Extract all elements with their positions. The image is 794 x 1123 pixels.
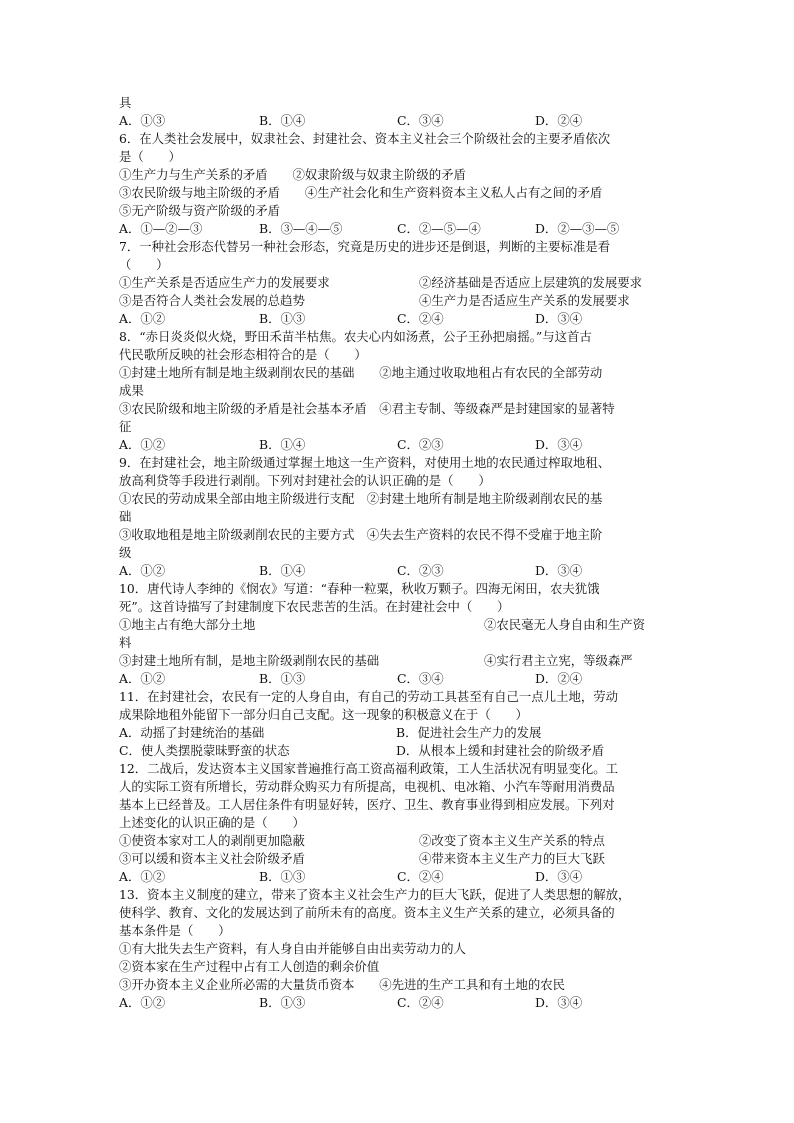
q12-option-a: A．①② [119,869,166,884]
q5-option-a: A．①③ [119,113,166,128]
q7-stem: 7．一种社会形态代替另一种社会形态，究竟是历史的进步还是倒退，判断的主要标准是看 [119,239,611,254]
q6-statement: ①生产力与生产关系的矛盾 ②奴隶阶级与奴隶主阶级的矛盾 [119,167,466,182]
q11-stem: 成果除地租外能留下一部分归自己支配。这一现象的积极意义在于（ ） [119,707,528,722]
exam-page [119,94,679,1012]
q11-option-row [119,724,679,742]
q8-option-c: C．②③ [397,437,444,452]
q11-option-a: A．动摇了封建统治的基础 [119,725,265,740]
q7-statement: ②经济基础是否适应上层建筑的发展要求 [419,275,643,290]
q11-option-d: D．从根本上缓和封建社会的阶级矛盾 [396,743,605,758]
q7-option-d: D．③④ [535,311,583,326]
q12-stem: 上述变化的认识正确的是（ ） [119,815,305,830]
q13-statement: ②资本家在生产过程中占有工人创造的剩余价值 [119,959,380,974]
q12-stem: 12．二战后，发达资本主义国家普遍推行高工资高福利政策，工人生活状况有明显变化。工 [119,761,619,776]
q9-option-d: D．③④ [535,563,583,578]
q13-stem: 使科学、教育、文化的发展达到了前所未有的高度。资本主义生产关系的建立，必须具备的 [119,905,615,920]
q7-statement: ④生产力是否适应生产关系的发展要求 [419,293,630,308]
q12-stem: 基本上已经普及。工人居住条件有明显好转，医疗、卫生、教育事业得到相应发展。下列对 [119,797,615,812]
q10-statement: ①地主占有绝大部分土地 [119,617,256,632]
q8-option-b: B．①④ [259,437,306,452]
q7-statement-row [119,292,679,310]
q10-options [119,670,679,688]
q7-options [119,310,679,328]
q10-statement: ④实行君主立宪，等级森严 [484,653,633,668]
q6-option-a: A．①—②—③ [119,221,203,236]
q13-statement: ③开办资本主义企业所必需的大量货币资本 ④先进的生产工具和有土地的农民 [119,977,566,992]
q13-statement: ①有大批失去生产资料，有人身自由并能够自由出卖劳动力的人 [119,941,466,956]
q12-statement: ②改变了资本主义生产关系的特点 [419,833,605,848]
q5-options [119,112,679,130]
q12-option-d: D．③④ [535,869,583,884]
q12-stem: 人的实际工资有所增长，劳动群众购买力有所提高，电视机、电冰箱、小汽车等耐用消费品 [119,779,615,794]
q13-stem: 基本条件是（ ） [119,923,231,938]
q7-option-a: A．①② [119,311,166,326]
q8-statement: ③农民阶级和地主阶级的矛盾是社会基本矛盾 ④君主专制、等级森严是封建国家的显著特 [119,401,615,416]
q10-option-a: A．①② [119,671,166,686]
q10-statement: 料 [119,635,132,650]
q10-statement-row [119,652,679,670]
q9-option-c: C．②③ [397,563,444,578]
q13-option-d: D．③④ [535,995,583,1010]
q8-stem: 代民歌所反映的社会形态相符合的是（ ） [119,347,367,362]
q7-option-c: C．②④ [397,311,444,326]
q10-statement-row [119,616,679,634]
q8-stem: 8．“赤日炎炎似火烧，野田禾苗半枯焦。农夫心内如汤煮，公子王孙把扇摇。”与这首古 [119,329,592,344]
q7-statement: ③是否符合人类社会发展的总趋势 [119,293,305,308]
q12-statement: ④带来资本主义生产力的巨大飞跃 [419,851,605,866]
q9-option-a: A．①② [119,563,166,578]
q9-option-b: B．①④ [259,563,306,578]
q9-statement: 级 [119,545,132,560]
q10-statement: ③封建土地所有制，是地主阶级剥削农民的基础 [119,653,380,668]
q8-statement: 征 [119,419,132,434]
q10-option-d: D．②④ [535,671,583,686]
q6-option-d: D．②—③—⑤ [535,221,620,236]
q12-option-b: B．①③ [259,869,306,884]
q5-option-c: C．③④ [397,113,444,128]
q10-option-b: B．①③ [259,671,306,686]
q5-option-b: B．①④ [259,113,306,128]
q13-option-a: A．①② [119,995,166,1010]
q13-options [119,994,679,1012]
q11-stem: 11．在封建社会，农民有一定的人身自由，有自己的劳动工具甚至有自己一点儿土地，劳动 [119,689,619,704]
q6-statement: ⑤无产阶级与资产阶级的矛盾 [119,203,281,218]
q13-option-b: B．①③ [259,995,306,1010]
q9-options [119,562,679,580]
q12-statement-row [119,832,679,850]
q12-options [119,868,679,886]
q6-options [119,220,679,238]
q10-stem: 10．唐代诗人李绅的《悯农》写道：“春种一粒粟，秋收万颗子。四海无闲田，农夫犹饿 [119,581,600,596]
q11-option-b: B．促进社会生产力的发展 [396,725,542,740]
q9-stem: 9．在封建社会，地主阶级通过掌握土地这一生产资料，对使用土地的农民通过榨取地租、 [119,455,611,470]
q13-option-c: C．②④ [397,995,444,1010]
q11-option-row [119,742,679,760]
q11-option-c: C．使人类摆脱蒙昧野蛮的状态 [119,743,290,758]
q12-statement: ③可以缓和资本主义社会阶级矛盾 [119,851,305,866]
q8-options [119,436,679,454]
q12-option-c: C．②④ [397,869,444,884]
continuation-text: 具 [119,95,132,110]
q10-option-c: C．③④ [397,671,444,686]
q12-statement: ①使资本家对工人的剥削更加隐蔽 [119,833,305,848]
q8-statement: ①封建土地所有制是地主级剥削农民的基础 ②地主通过收取地租占有农民的全部劳动 [119,365,603,380]
q9-statement: ①农民的劳动成果全部由地主阶级进行支配 ②封建土地所有制是地主阶级剥削农民的基 [119,491,603,506]
q6-statement: ③农民阶级与地主阶级的矛盾 ④生产社会化和生产资料资本主义私人占有之间的矛盾 [119,185,603,200]
q6-option-b: B．③—④—⑤ [259,221,343,236]
q6-option-c: C．②—⑤—④ [397,221,481,236]
q8-option-d: D．③④ [535,437,583,452]
q13-stem: 13．资本主义制度的建立，带来了资本主义社会生产力的巨大飞跃，促进了人类思想的解放， [119,887,631,902]
q7-statement-row [119,274,679,292]
q7-statement: ①生产关系是否适应生产力的发展要求 [119,275,330,290]
q8-statement: 成果 [119,383,144,398]
q10-statement: ②农民毫无人身自由和生产资 [484,617,646,632]
q7-option-b: B．①③ [259,311,306,326]
q9-statement: ③收取地租是地主阶级剥削农民的主要方式 ④失去生产资料的农民不得不受雇于地主阶 [119,527,603,542]
q5-option-d: D．②④ [535,113,583,128]
q9-stem: 放高利贷等手段进行剥削。下列对封建社会的认识正确的是（ ） [119,473,491,488]
q8-option-a: A．①② [119,437,166,452]
q6-stem: 是（ ） [119,149,181,164]
q10-stem: 死”。这首诗描写了封建制度下农民悲苦的生活。在封建社会中（ ） [119,599,510,614]
q12-statement-row [119,850,679,868]
q7-stem: （ ） [119,257,169,272]
q9-statement: 础 [119,509,132,524]
q6-stem: 6．在人类社会发展中，奴隶社会、封建社会、资本主义社会三个阶级社会的主要矛盾依次 [119,131,611,146]
